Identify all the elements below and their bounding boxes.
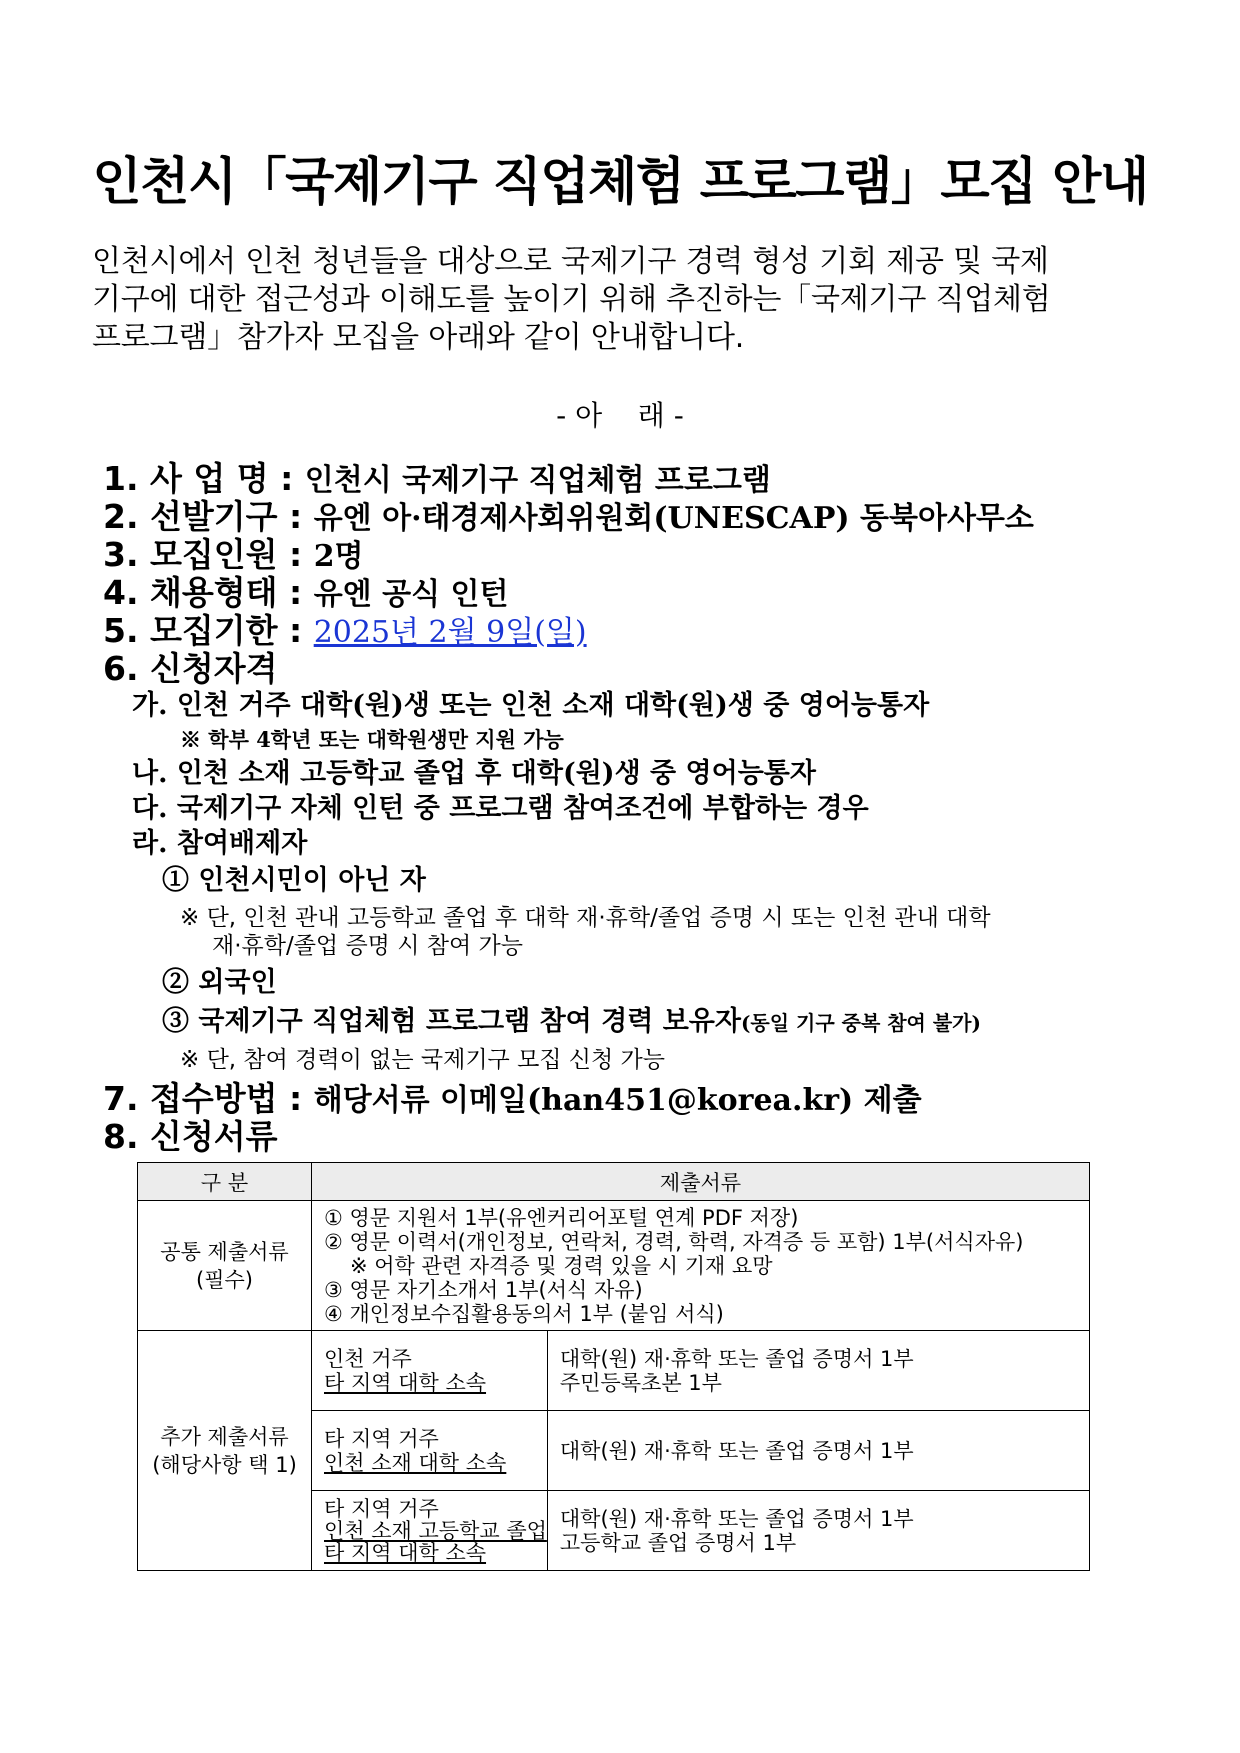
category-label: 추가 제출서류 [160, 1424, 289, 1449]
section-value: 유엔 공식 인턴 [313, 577, 509, 612]
condition-line: 인천 거주 [324, 1346, 412, 1371]
section-eligibility [103, 650, 278, 689]
intro-line: 프로그램」참가자 모집을 아래와 같이 안내합니다. [92, 320, 745, 355]
required-doc: 대학(원) 재·휴학 또는 졸업 증명서 1부 [559, 1438, 914, 1463]
common-documents-list [312, 1201, 1090, 1331]
required-doc-cell [547, 1331, 1089, 1411]
exclusion-1-note-cont: 재·휴학/졸업 증명 시 참여 가능 [212, 933, 523, 959]
required-doc: 고등학교 졸업 증명서 1부 [559, 1530, 797, 1555]
condition-line: 인천 소재 대학 소속 [324, 1450, 507, 1475]
deadline-link[interactable]: 2025년 2월 9일(일) [313, 615, 587, 650]
section-label: 6. 신청자격 [103, 649, 278, 688]
list-item: ① 영문 지원서 1부(유엔커리어포털 연계 PDF 저장) [324, 1205, 799, 1230]
exclusion-3-paren: (동일 기구 중복 참여 불가) [740, 1011, 981, 1035]
table-header-row [138, 1163, 1090, 1201]
page-title: 인천시「국제기구 직업체험 프로그램」모집 안내 [92, 153, 1148, 212]
section-value: 해당서류 이메일(han451@korea.kr) 제출 [313, 1083, 922, 1118]
exclusion-1-note: ※ 단, 인천 관내 고등학교 졸업 후 대학 재·휴학/졸업 증명 시 또는 인천 관내 대학 [180, 905, 991, 931]
section-submission-method [103, 1080, 922, 1120]
intro-line: 인천시에서 인천 청년들을 대상으로 국제기구 경력 형성 기회 제공 및 국제 [92, 244, 1049, 279]
section-label: 1. 사 업 명 : [103, 459, 305, 498]
exclusion-3-text: ③ 국제기구 직업체험 프로그램 참여 경력 보유자 [162, 1006, 741, 1037]
section-label: 8. 신청서류 [103, 1117, 278, 1156]
required-doc: 대학(원) 재·휴학 또는 졸업 증명서 1부 [559, 1506, 914, 1531]
exclusion-2: ② 외국인 [162, 967, 277, 998]
required-doc-cell [547, 1411, 1089, 1491]
qualification-ga: 가. 인천 거주 대학(원)생 또는 인천 소재 대학(원)생 중 영어능통자 [132, 690, 930, 721]
intro-paragraph [92, 243, 1152, 357]
qualification-ga-note: ※ 학부 4학년 또는 대학원생만 지원 가능 [180, 727, 564, 752]
section-value: 인천시 국제기구 직업체험 프로그램 [304, 463, 771, 498]
condition-line: 타 지역 대학 소속 [324, 1540, 487, 1565]
qualification-na: 나. 인천 소재 고등학교 졸업 후 대학(원)생 중 영어능통자 [132, 758, 816, 789]
condition-line: 타 지역 거주 [324, 1496, 439, 1521]
section-label: 7. 접수방법 : [103, 1079, 314, 1118]
table-header-category: 구 분 [138, 1163, 312, 1201]
section-label: 3. 모집인원 : [103, 535, 314, 574]
table-header-documents: 제출서류 [312, 1163, 1090, 1201]
list-item: ④ 개인정보수집활용동의서 1부 (붙임 서식) [324, 1301, 724, 1326]
section-headcount [103, 536, 364, 576]
category-label: 공통 제출서류 [160, 1239, 289, 1264]
condition-cell [312, 1411, 548, 1491]
list-item: ② 영문 이력서(개인정보, 연락처, 경력, 학력, 자격증 등 포함) 1부(서식자유) [324, 1229, 1024, 1254]
required-doc: 주민등록초본 1부 [559, 1370, 722, 1395]
qualification-da: 다. 국제기구 자체 인턴 중 프로그램 참여조건에 부합하는 경우 [132, 793, 869, 824]
exclusion-3 [162, 1006, 981, 1039]
section-deadline [103, 612, 587, 652]
category-sublabel: (필수) [196, 1267, 253, 1292]
section-business-name [103, 460, 771, 500]
condition-line: 인천 소재 고등학교 졸업 [324, 1518, 547, 1543]
section-selecting-org [103, 498, 1034, 538]
intro-line: 기구에 대한 접근성과 이해도를 높이기 위해 추진하는「국제기구 직업체험 [92, 282, 1051, 317]
table-row-common [138, 1201, 1090, 1331]
section-value: 유엔 아·태경제사회위원회(UNESCAP) 동북아사무소 [313, 501, 1034, 536]
condition-line: 타 지역 대학 소속 [324, 1370, 487, 1395]
section-label: 2. 선발기구 : [103, 497, 314, 536]
exclusion-1: ① 인천시민이 아닌 자 [162, 865, 426, 896]
documents-table [137, 1162, 1090, 1571]
category-extra [138, 1331, 312, 1571]
category-sublabel: (해당사항 택 1) [152, 1452, 297, 1477]
category-common [138, 1201, 312, 1331]
required-doc: 대학(원) 재·휴학 또는 졸업 증명서 1부 [559, 1346, 914, 1371]
section-employment-type [103, 574, 508, 614]
condition-line: 타 지역 거주 [324, 1426, 439, 1451]
section-label: 5. 모집기한 : [103, 611, 314, 650]
list-item: ③ 영문 자기소개서 1부(서식 자유) [324, 1277, 643, 1302]
required-doc-cell [547, 1491, 1089, 1571]
section-label: 4. 채용형태 : [103, 573, 314, 612]
section-documents [103, 1118, 278, 1157]
list-item-note: ※ 어학 관련 자격증 및 경력 있을 시 기재 요망 [350, 1253, 773, 1278]
qualification-ra: 라. 참여배제자 [132, 828, 308, 859]
condition-cell [312, 1491, 548, 1571]
section-value: 2명 [313, 539, 364, 574]
condition-cell [312, 1331, 548, 1411]
table-row-extra [138, 1331, 1090, 1411]
exclusion-3-note: ※ 단, 참여 경력이 없는 국제기구 모집 신청 가능 [180, 1047, 665, 1073]
section-divider-text: - 아 래 - [556, 399, 684, 432]
